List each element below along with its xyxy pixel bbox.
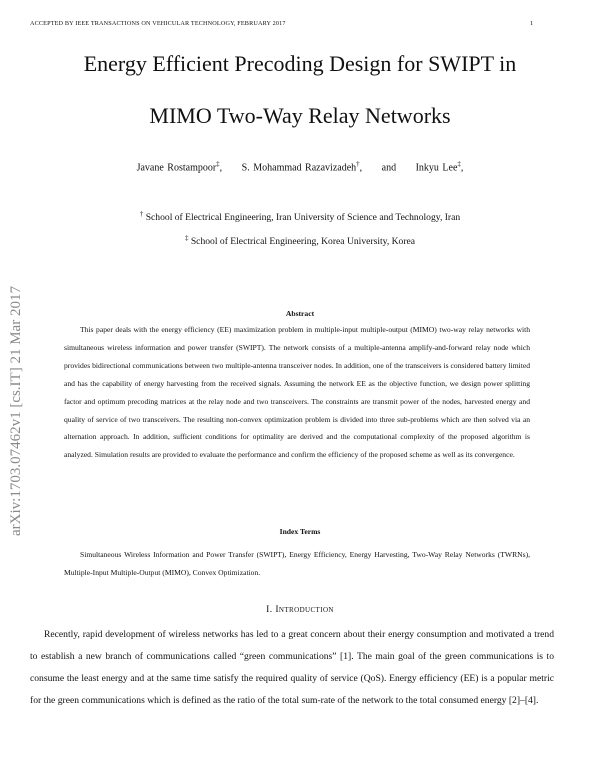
introduction-heading bbox=[40, 604, 560, 615]
author-conjunction: and bbox=[381, 162, 397, 174]
author-1: Javane Rostampoor bbox=[136, 162, 217, 174]
affiliation-2-text: School of Electrical Engineering, Korea University, Korea bbox=[190, 236, 416, 248]
author-2: S. Mohammad Razavizadeh bbox=[241, 162, 357, 174]
author-3-mark: ‡ bbox=[457, 160, 461, 168]
arxiv-stamp: arXiv:1703.07462v1 [cs.IT] 21 Mar 2017 bbox=[8, 286, 24, 536]
abstract-heading: Abstract bbox=[285, 309, 315, 318]
author-3: Inkyu Lee bbox=[415, 162, 458, 174]
index-terms-heading: Index Terms bbox=[279, 527, 321, 536]
author-1-mark: ‡ bbox=[216, 160, 220, 168]
author-list: Javane Rostampoor‡, S. Mohammad Razavizadeh†, and Inkyu Lee‡, bbox=[136, 160, 464, 174]
affiliation-1 bbox=[40, 210, 560, 223]
abstract-text: This paper deals with the energy efficiency (EE) maximization problem in multiple-input multiple-output (MIMO) two-way relay networks with simultaneous wireless information and power transfer (SWIPT). The network consists of a multiple-antenna amplify-and-forward relay node which provides bidirectional communications between two multiple-antenna transceiver nodes. In addition, one of the transceivers is considered battery limited and has the capability of energy harvesting from the received signals. Assuming the network EE as the objective function, we design power splitting factor and optimum precoding matrices at the relay node and two transceivers. The constraints are transmit power of the nodes, harvested energy and quality of service of two transceivers. The resulting non-convex optimization problem is divided into three sub-problems which are then solved via an alternation approach. In addition, sufficient conditions for optimality are derived and the computational complexity of the proposed algorithm is analyzed. Simulation results are provided to evaluate the performance and confirm the efficiency of the proposed scheme as well as its convergence. bbox=[64, 325, 530, 460]
affiliation-2-mark: ‡ bbox=[184, 234, 189, 242]
affiliation-2 bbox=[40, 234, 560, 247]
affiliation-1-text: School of Electrical Engineering, Iran University of Science and Technology, Iran bbox=[145, 212, 461, 224]
index-terms-text: Simultaneous Wireless Information and Power Transfer (SWIPT), Energy Efficiency, Energy Harvesting, Two-Way Relay Networks (TWRNs), Multiple-Input Multiple-Output (MIMO), Convex Optimization. bbox=[64, 550, 530, 577]
introduction-numeral: I. bbox=[266, 604, 273, 615]
title-line-2: MIMO Two-Way Relay Networks bbox=[149, 103, 451, 128]
introduction-title: Introduction bbox=[275, 604, 334, 615]
affiliation-1-mark: † bbox=[139, 210, 144, 218]
running-header: ACCEPTED BY IEEE TRANSACTIONS ON VEHICULAR TECHNOLOGY, FEBRUARY 2017 bbox=[30, 20, 286, 27]
page-number: 1 bbox=[530, 20, 534, 27]
author-2-mark: † bbox=[356, 160, 360, 168]
paper-title bbox=[40, 40, 560, 140]
title-line-1: Energy Efficient Precoding Design for SWIPT in bbox=[83, 51, 517, 76]
introduction-text: Recently, rapid development of wireless networks has led to a great concern about their energy consumption and motivated a trend to establish a new branch of communications called “green communications” [1]. The main goal of the green communications is to consume the least energy and at the same time satisfy the required quality of service (QoS). Energy efficiency (EE) is a popular metric for the green communications which is defined as the ratio of the total sum-rate of the network to the total consumed energy [2]–[4]. bbox=[30, 629, 554, 706]
